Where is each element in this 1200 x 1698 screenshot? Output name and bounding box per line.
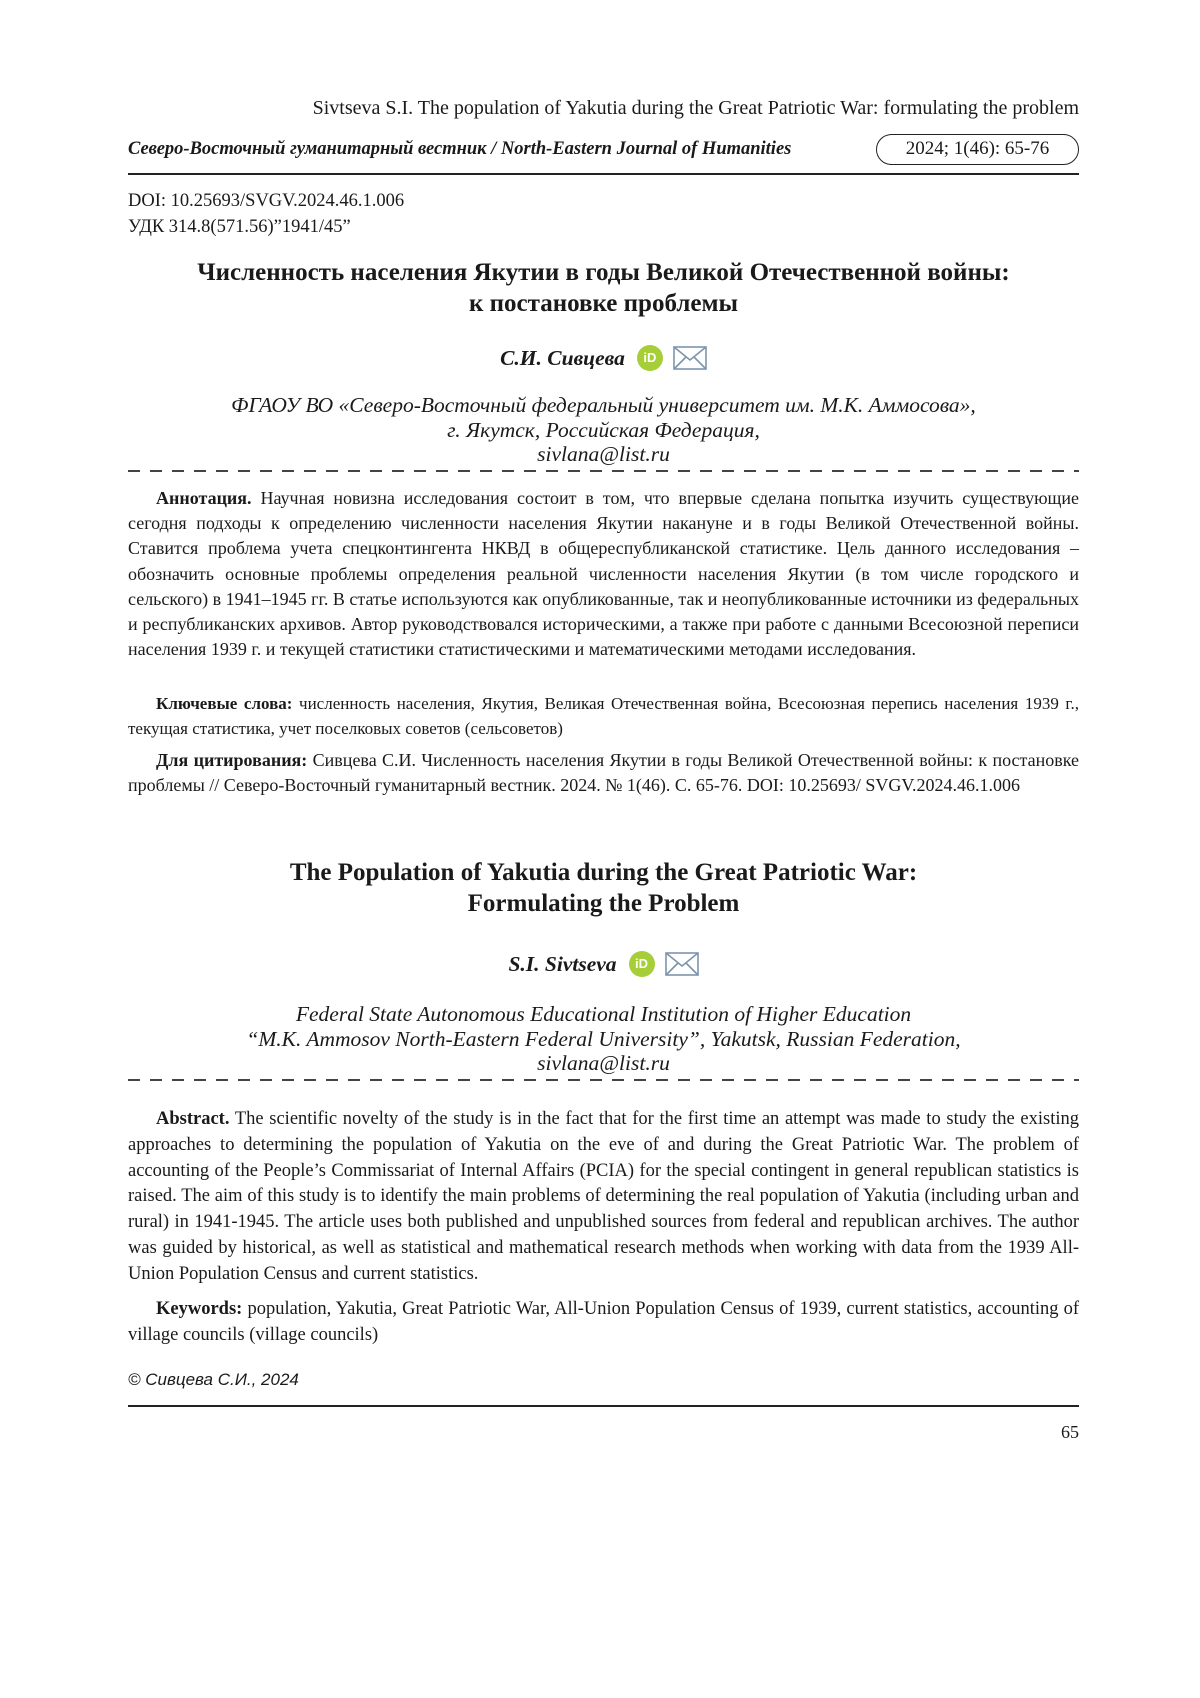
author-ru [128,341,1079,373]
affiliation-ru-email[interactable]: sivlana@list.ru [537,442,670,466]
issue-badge: 2024; 1(46): 65-76 [876,134,1079,165]
keywords-en [128,1297,1079,1349]
author-en [128,947,1079,979]
title-en-line2: Formulating the Problem [467,890,740,917]
copyright-notice: © Сивцева С.И., 2024 [128,1370,299,1389]
citation-ru-text: Сивцева С.И. Численность населения Якутии в годы Великой Отечественной войны: к постановке проблемы // Северо-Восточный гуманитарный вестник. 2024. № 1(46). С. 65-76. DOI: 10.25693/ SVGV.2024.46.1.006 [128,750,1080,796]
keywords-ru-label: Ключевые слова: [156,694,293,713]
envelope-icon[interactable] [665,952,699,976]
article-page [128,0,1079,1698]
keywords-en-label: Keywords: [156,1299,243,1319]
journal-name: Северо-Восточный гуманитарный вестник / North-Eastern Journal of Humanities [128,139,792,159]
udc: УДК 314.8(571.56)”1941/45” [128,217,351,237]
affiliation-en-line1: Federal State Autonomous Educational Institution of Higher Education [295,1002,912,1026]
title-ru [128,257,1079,319]
page-number: 65 [1061,1422,1079,1442]
dashed-divider [128,1079,1079,1081]
keywords-ru [128,691,1079,741]
affiliation-en-email[interactable]: sivlana@list.ru [537,1051,670,1075]
author-en-name: S.I. Sivtseva [508,952,617,977]
affiliation-ru-line1: ФГАОУ ВО «Северо-Восточный федеральный университет им. М.К. Аммосова», [231,393,976,417]
affiliation-ru-line2: г. Якутск, Российская Федерация, [447,417,760,442]
citation-ru [128,748,1079,798]
keywords-en-text: population, Yakutia, Great Patriotic War, All-Union Population Census of 1939, current statistics, accounting of village councils (village councils) [128,1299,1080,1345]
journal-header [128,133,1079,169]
abstract-en-label: Abstract. [156,1109,230,1129]
envelope-icon[interactable] [673,346,707,370]
affiliation-en [128,1002,1079,1076]
header-divider [128,173,1079,175]
title-en-line1: The Population of Yakutia during the Great Patriotic War: [289,859,918,886]
abstract-ru-label: Аннотация. [156,488,252,508]
affiliation-en-line2: “M.K. Ammosov North-Eastern Federal University”, Yakutsk, Russian Federation, [246,1026,961,1051]
abstract-ru [128,486,1079,662]
abstract-ru-text: Научная новизна исследования состоит в том, что впервые сделана попытка изучить существующие сегодня подходы к определению численности населения Якутии накануне и в годы Великой Отечественной войны. Ставится проблема учета спецконтингента НКВД в общереспубликанской статистике. Цель данного исследования – обозначить основные проблемы определения реальной численности населения Якутии (в том числе городского и сельского) в 1941–1945 гг. В статье используются как опубликованные, так и неопубликованные источники из федеральных и республиканских архивов. Автор руководствовался историческими, а также при работе с данными Всесоюзной переписи населения 1939 г. и текущей статистики статистическими и математическими методами исследования. [128,488,1080,660]
running-title: Sivtseva S.I. The population of Yakutia during the Great Patriotic War: formulating the problem [312,97,1079,119]
doi[interactable]: DOI: 10.25693/SVGV.2024.46.1.006 [128,191,405,211]
citation-ru-label: Для цитирования: [156,750,308,770]
orcid-icon[interactable]: iD [637,345,663,371]
orcid-icon[interactable]: iD [629,951,655,977]
title-ru-line1: Численность населения Якутии в годы Великой Отечественной войны: [197,259,1010,286]
dashed-divider [128,470,1079,472]
title-en [128,857,1079,919]
title-ru-line2: к постановке проблемы [468,290,738,317]
article-meta [128,188,404,240]
keywords-ru-text: численность населения, Якутия, Великая Отечественная война, Всесоюзная перепись населения 1939 г., текущая статистика, учет поселковых советов (сельсоветов) [128,694,1079,738]
abstract-en-text: The scientific novelty of the study is in the fact that for the first time an attempt was made to study the existing approaches to determining the population of Yakutia on the eve of and during the Great Patriotic War. The problem of accounting of the People’s Commissariat of Internal Affairs (PCIA) for the special contingent in general republican statistics is raised. The aim of this study is to identify the main problems of determining the real population of Yakutia (including urban and rural) in 1941-1945. The article uses both published and unpublished sources from federal and republican archives. The author was guided by historical, as well as statistical and mathematical research methods when working with data from the 1939 All-Union Population Census and current statistics. [128,1109,1080,1284]
footer-divider [128,1405,1079,1407]
abstract-en [128,1107,1079,1288]
affiliation-ru [128,393,1079,467]
author-ru-name: С.И. Сивцева [500,346,625,371]
